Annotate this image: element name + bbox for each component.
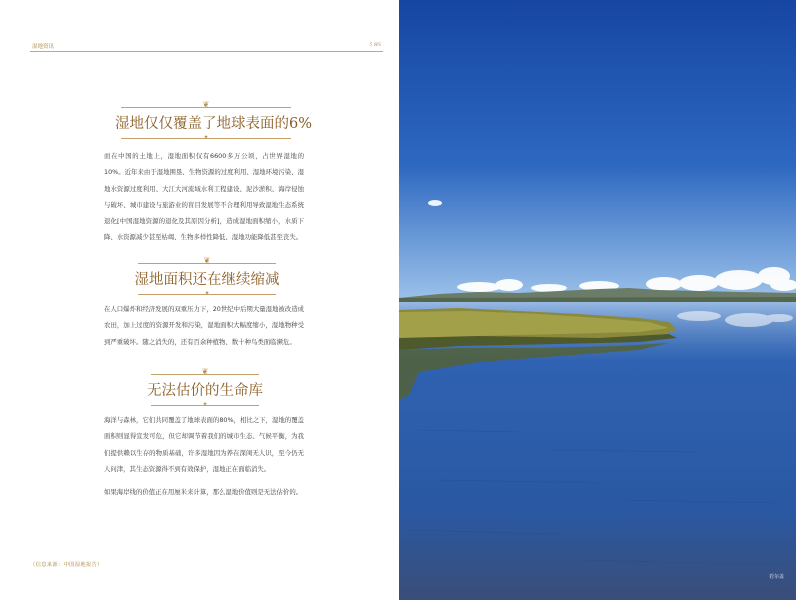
section-heading-2 [132, 268, 282, 289]
source-note: （信息来源：中国湿地报告） [30, 562, 103, 568]
paragraph: 而在中国的土地上，湿地面积仅有6600多万公顷，占世界湿地的10%。近年来由于湿地围垦、生物资源的过度利用、湿地环境污染、湿地水资源过度利用、大江大河流域水利工程建设、泥沙淤积、海岸侵蚀与破坏、城市建设与旅游业的盲目发展等不合理利用导致湿地生态系统退化[中国湿地资源的退化及其原因分析]，造成湿地面积缩小，水质下降、水资源减少甚至枯竭、生物多样性降低、湿地功能降低甚至丧失。 [104, 152, 304, 242]
heading-text: 无法估价的生命库 [147, 383, 263, 399]
paragraph: 海洋与森林，它们共同覆盖了地球表面的80%，相比之下，湿地的覆盖面积则显得宣发可危，但它却调节着我们的城市生态、气候平衡，为我们提供赖以生存的物质基础，许多湿地因为养在深闺无人识，至今仍无人问津，其生态资源得不到有效保护，湿地正在面临消失。 [104, 416, 304, 473]
heading-text: 湿地面积还在继续缩减 [134, 272, 280, 288]
ornament-icon [115, 103, 297, 111]
landscape-image [399, 0, 796, 600]
section-label: 湿地资讯 [32, 44, 55, 50]
section-heading-1 [115, 112, 313, 133]
ornament-icon [115, 134, 297, 142]
paragraph: 在人口爆炸和经济发展的双重压力下，20世纪中后期大量湿地被改造成农田，加上过度的资源开发和污染，湿地面积大幅度缩小，湿地物种受到严重破坏。随之消失的，还有百余种植物、数十种鸟类面临濒危。 [104, 305, 304, 346]
paragraph: 如果海岸线的价值正在用厘米来计算，那么湿地价值则是无法估价的。 [104, 488, 303, 496]
ornament-icon [145, 401, 265, 409]
ornament-icon [132, 290, 282, 298]
wetland-photo [399, 0, 796, 600]
header-divider [30, 51, 383, 52]
heading-text: 湿地仅仅覆盖了地球表面的6% [115, 116, 313, 132]
photo-caption: 若尔盖 [768, 574, 784, 580]
section-heading-3 [145, 379, 265, 400]
ornament-icon [145, 370, 265, 378]
ornament-icon [132, 259, 282, 267]
page-mark: 5 WS [369, 43, 381, 48]
